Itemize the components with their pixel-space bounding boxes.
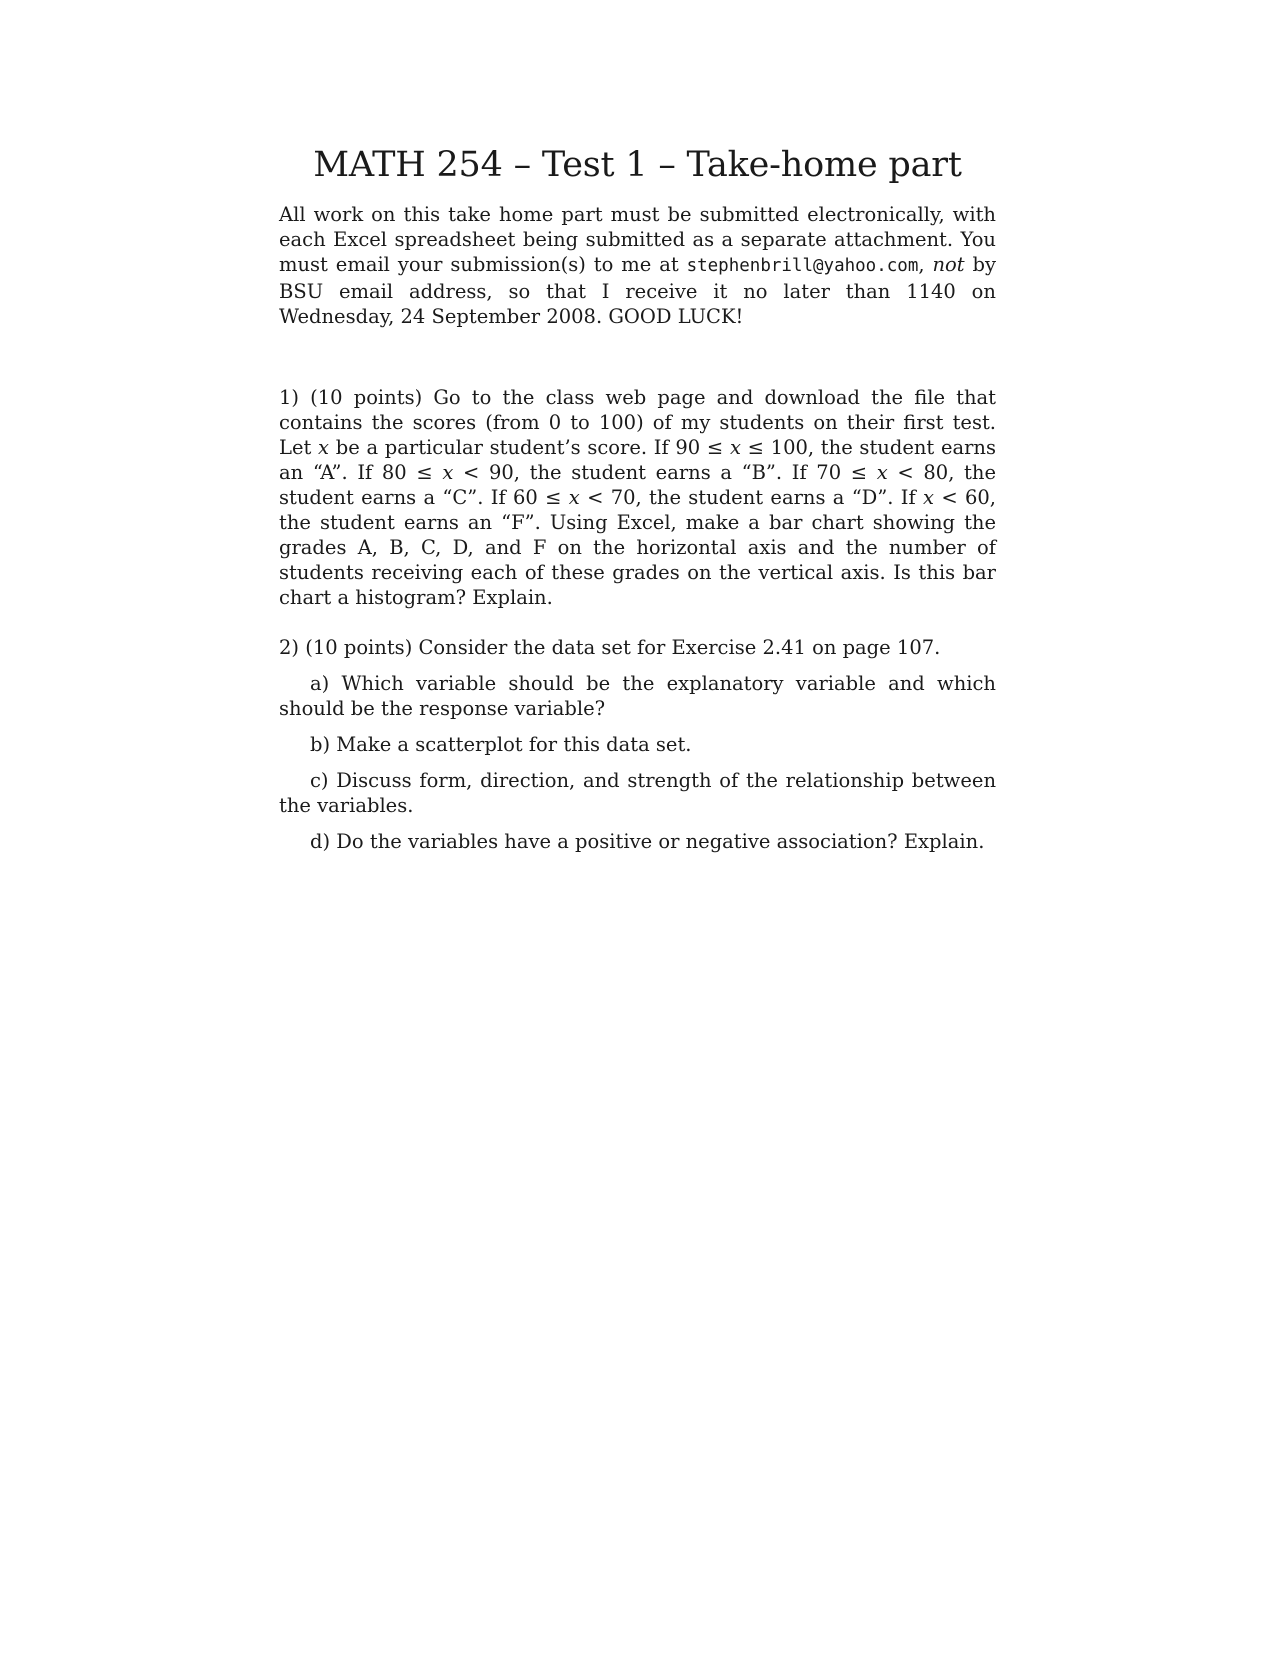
q1-text-5: < 80, the student earns a “C”. If 60 ≤ <box>279 461 996 509</box>
q1-text-2: be a particular student’s score. If 90 ≤ <box>329 436 730 459</box>
question-1 <box>279 385 996 610</box>
question-2-part-c: c) Discuss form, direction, and strength of the relationship between the variables. <box>279 769 996 817</box>
question-2-part-a: a) Which variable should be the explanatory variable and which should be the response variable? <box>279 672 996 720</box>
question-2-part-b: b) Make a scatterplot for this data set. <box>310 733 692 756</box>
document-page <box>279 144 996 865</box>
q1-text-7: < 60, the student earns an “F”. Using Excel, make a bar chart showing the grades A, B, C, D, and F on the horizontal axis and the number of students receiving each of these grades on the vertical axis. Is this bar chart a histogram? Explain. <box>279 486 996 609</box>
math-var-x: x <box>442 461 454 484</box>
q1-text-3: ≤ 100, the student earns an “A”. If 80 ≤ <box>279 436 997 484</box>
q1-text-6: < 70, the student earns a “D”. If <box>579 486 924 509</box>
intro-text-3: by BSU email address, so that I receive it no later than 1140 on Wednesday, 24 September 2008. GOOD LUCK! <box>279 253 997 328</box>
page-title: MATH 254 – Test 1 – Take-home part <box>313 145 962 185</box>
email-address: stephenbrill@yahoo.com <box>686 256 919 276</box>
math-var-x: x <box>729 436 741 459</box>
intro-text-2: , <box>918 253 933 276</box>
question-2-part-d: d) Do the variables have a positive or negative association? Explain. <box>310 830 985 853</box>
question-2-heading: 2) (10 points) Consider the data set for Exercise 2.41 on page 107. <box>279 636 941 659</box>
q1-text-1: 1) (10 points) Go to the class web page and download the file that contains the scores (from 0 to 100) of my students on their first test. Let <box>279 386 996 459</box>
math-var-x: x <box>568 486 580 509</box>
q1-text-4: < 90, the student earns a “B”. If 70 ≤ <box>453 461 877 484</box>
intro-paragraph <box>279 202 996 329</box>
emphasis-not: not <box>932 253 965 276</box>
math-var-x: x <box>923 486 935 509</box>
intro-text-1: All work on this take home part must be submitted electronically, with each Excel spreadsheet being submitted as a separate attachment. You must email your submission(s) to me at <box>279 203 996 276</box>
math-var-x: x <box>318 436 330 459</box>
math-var-x: x <box>876 461 888 484</box>
